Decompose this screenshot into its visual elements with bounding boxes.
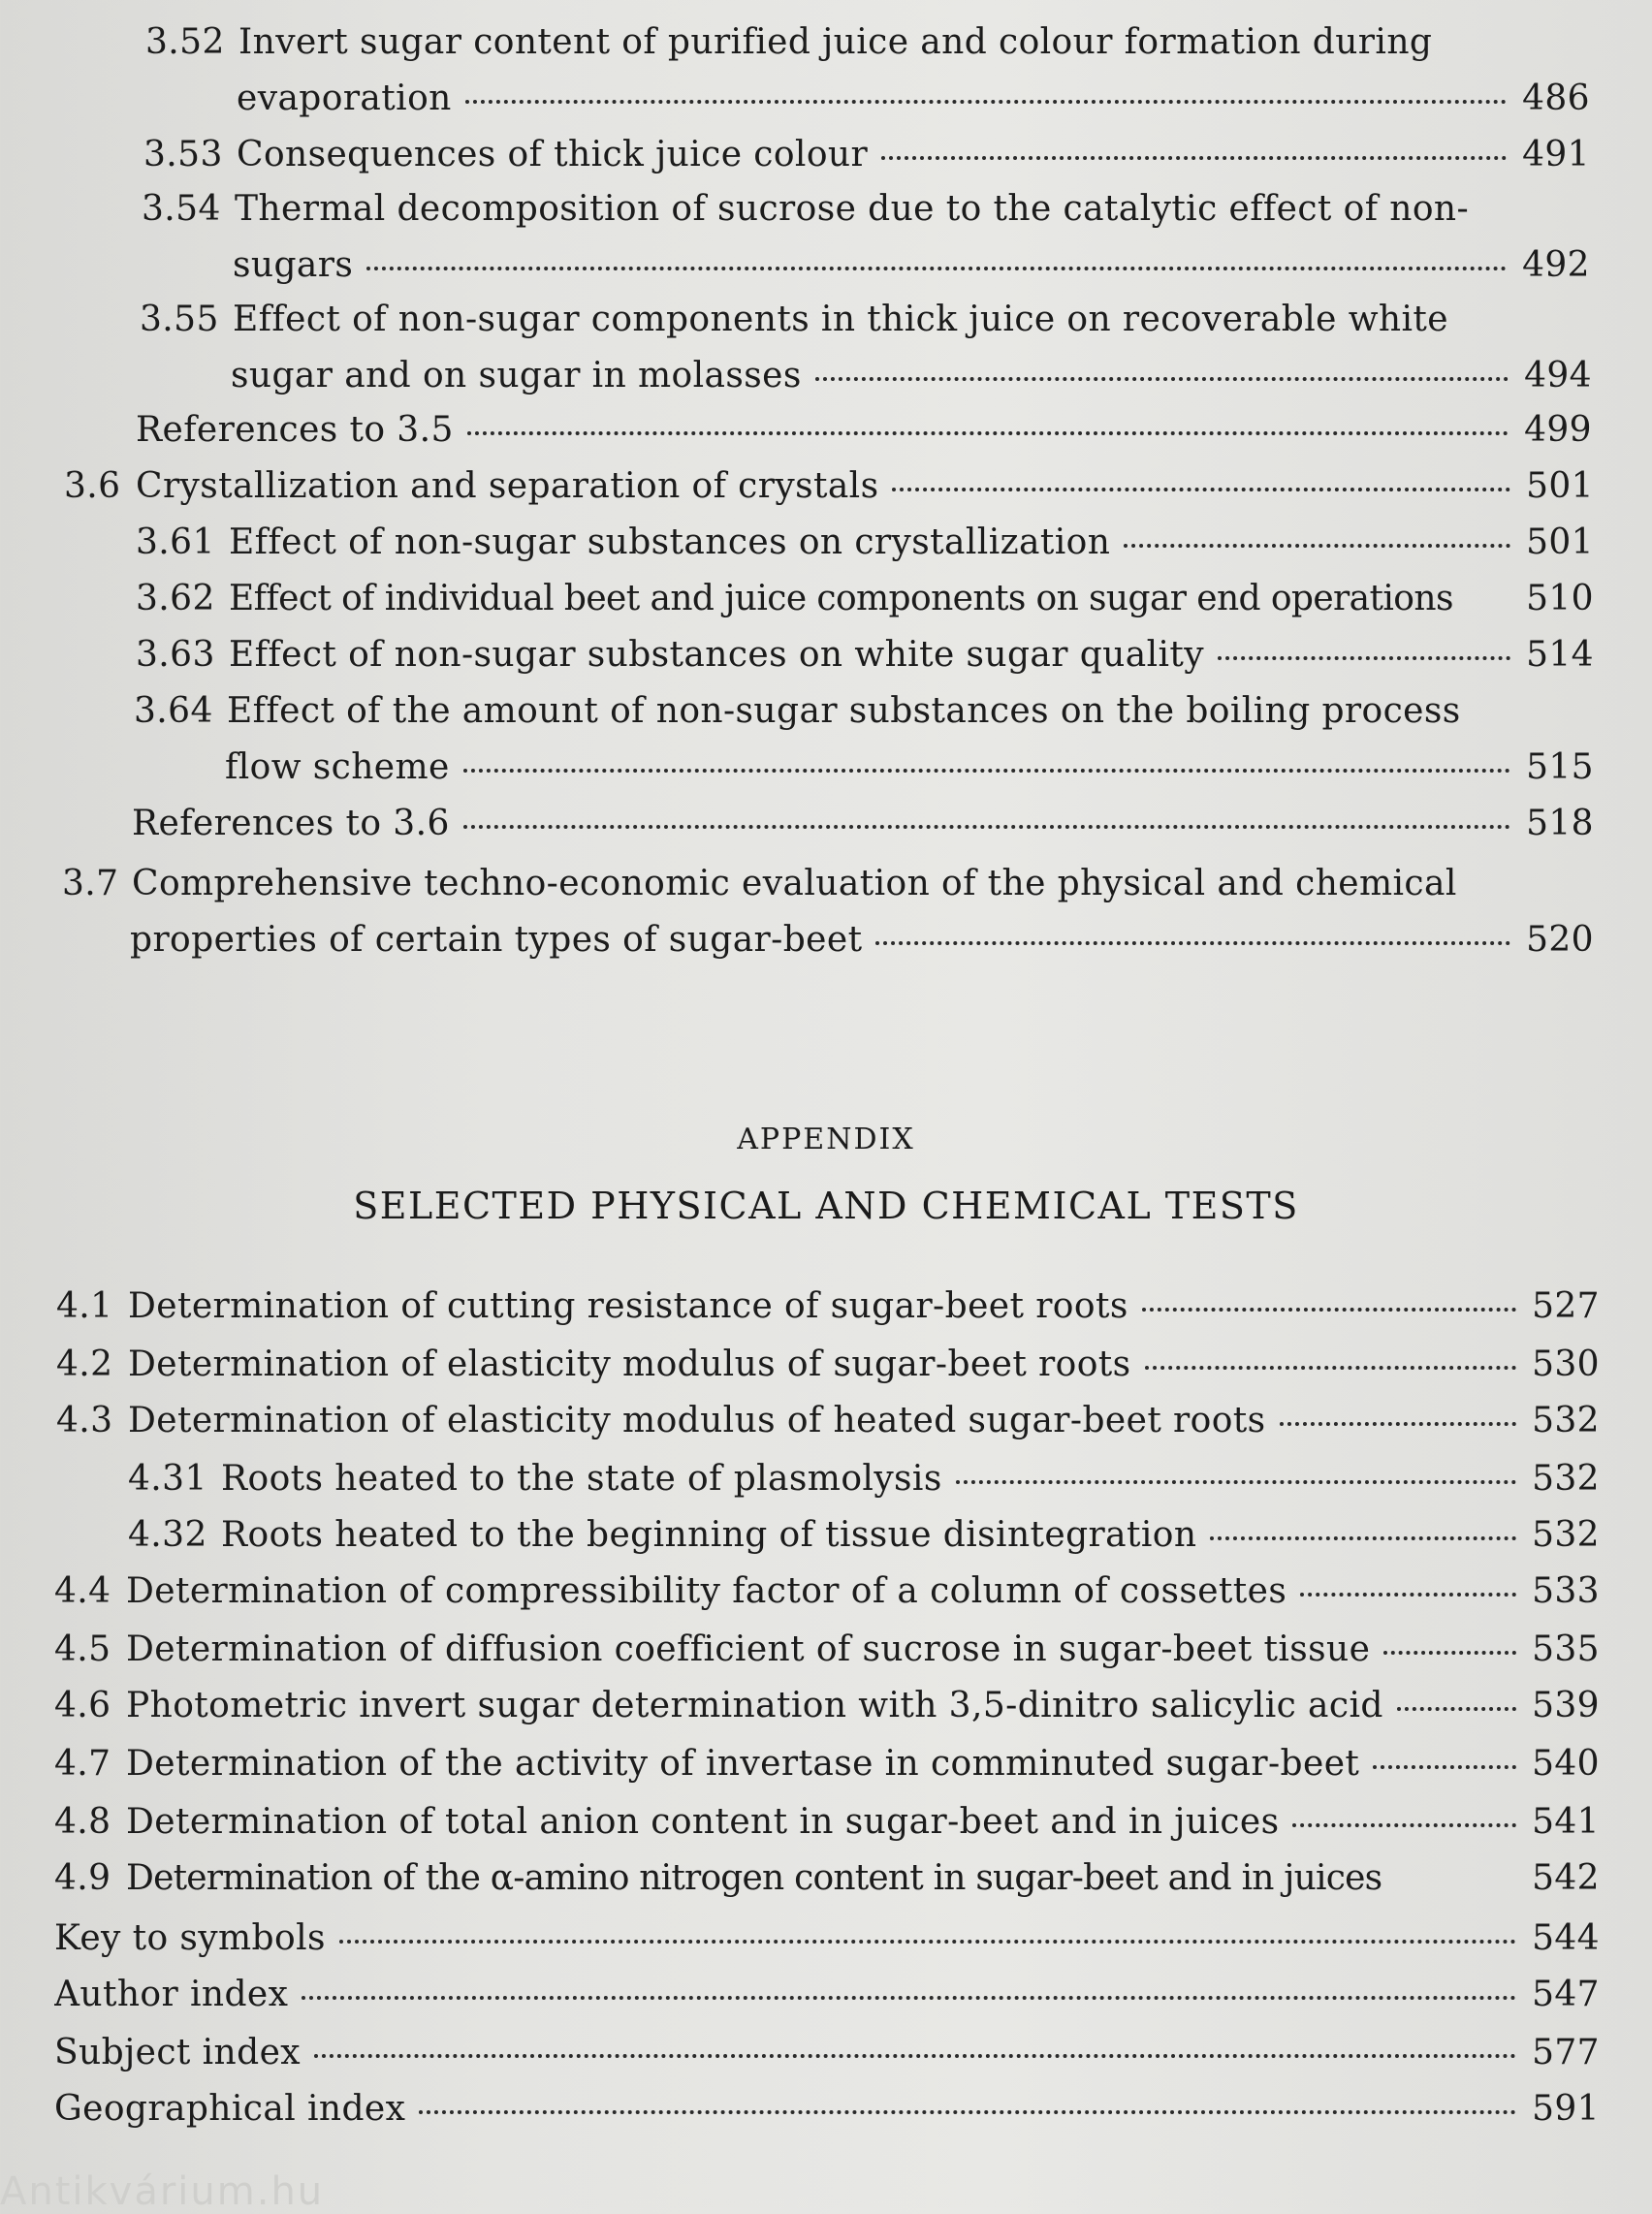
entry-number: 4.9 xyxy=(54,1858,111,1898)
entry-page: 535 xyxy=(1532,1629,1600,1669)
dot-leader xyxy=(875,941,1510,945)
entry-title: Determination of elasticity modulus of heated sugar-beet roots xyxy=(128,1401,1266,1440)
dot-leader xyxy=(1210,1536,1516,1540)
toc-entry xyxy=(56,1342,1600,1388)
entry-page: 501 xyxy=(1526,522,1594,562)
dot-leader xyxy=(366,267,1507,270)
dot-leader xyxy=(1142,1308,1516,1312)
entry-title: Key to symbols xyxy=(54,1918,326,1958)
toc-entry xyxy=(54,1915,1600,1962)
entry-number: 4.1 xyxy=(56,1286,113,1326)
dot-leader xyxy=(1292,1823,1516,1827)
dot-leader xyxy=(892,488,1510,491)
dot-leader xyxy=(1218,656,1510,660)
entry-page: 515 xyxy=(1526,747,1594,787)
dot-leader xyxy=(1124,544,1510,548)
toc-entry xyxy=(136,576,1594,622)
entry-number: 4.8 xyxy=(54,1802,111,1842)
entry-number: 4.3 xyxy=(56,1401,113,1440)
entry-title: Consequences of thick juice colour xyxy=(237,135,869,174)
entry-page: 494 xyxy=(1524,356,1592,395)
entry-number: 3.55 xyxy=(140,300,219,339)
entry-title: References to 3.5 xyxy=(136,410,454,450)
dot-leader xyxy=(956,1480,1516,1484)
entry-title-continuation: sugars xyxy=(233,245,354,285)
dot-leader xyxy=(465,100,1507,104)
entry-title-continuation: sugar and on sugar in molasses xyxy=(231,356,802,395)
dot-leader xyxy=(1373,1765,1516,1769)
entry-number: 3.61 xyxy=(136,522,215,562)
entry-page: 591 xyxy=(1532,2089,1600,2129)
toc-entry xyxy=(142,186,1512,233)
entry-title: Author index xyxy=(54,1975,289,2014)
toc-entry xyxy=(140,297,1516,343)
toc-entry xyxy=(54,1683,1600,1729)
entry-title: Crystallization and separation of crystals xyxy=(136,466,879,506)
entry-number: 3.52 xyxy=(145,22,225,62)
entry-title-continuation: flow scheme xyxy=(225,747,450,787)
appendix-label: APPENDIX xyxy=(737,1123,915,1156)
entry-title: Thermal decomposition of sucrose due to the catalytic effect of non- xyxy=(235,189,1470,229)
entry-title: Determination of the activity of invertase in comminuted sugar-beet xyxy=(126,1744,1360,1784)
entry-page: 540 xyxy=(1532,1744,1600,1784)
dot-leader xyxy=(1383,1651,1516,1655)
dot-leader xyxy=(302,1996,1516,2000)
entry-page: 533 xyxy=(1532,1571,1600,1611)
entry-page: 539 xyxy=(1532,1686,1600,1725)
entry-page: 510 xyxy=(1526,579,1594,618)
entry-title: Effect of non-sugar substances on crystallization xyxy=(229,522,1111,562)
dot-leader xyxy=(467,431,1509,435)
toc-entry-continuation xyxy=(130,917,1594,964)
dot-leader xyxy=(463,769,1510,773)
entry-page: 514 xyxy=(1526,635,1594,675)
toc-entry xyxy=(54,1627,1600,1673)
entry-page: 491 xyxy=(1522,135,1590,174)
dot-leader xyxy=(1300,1593,1516,1597)
toc-entry xyxy=(56,1283,1600,1330)
entry-number: 3.54 xyxy=(142,189,221,229)
toc-entry xyxy=(136,520,1594,566)
toc-entry xyxy=(54,2086,1600,2133)
dot-leader xyxy=(1397,1707,1516,1711)
dot-leader xyxy=(463,825,1510,829)
entry-number: 4.7 xyxy=(54,1744,111,1784)
entry-title: Determination of elasticity modulus of sugar-beet roots xyxy=(128,1344,1131,1384)
entry-page: 518 xyxy=(1526,804,1594,843)
dot-leader xyxy=(419,2110,1516,2114)
toc-entry xyxy=(56,1398,1600,1444)
entry-title-continuation: evaporation xyxy=(237,79,452,118)
entry-title: Effect of non-sugar substances on white sugar quality xyxy=(229,635,1205,675)
entry-title: Determination of total anion content in sugar-beet and in juices xyxy=(126,1802,1280,1842)
entry-page: 492 xyxy=(1522,245,1590,285)
appendix-title: SELECTED PHYSICAL AND CHEMICAL TESTS xyxy=(353,1185,1299,1227)
toc-entry xyxy=(54,1568,1600,1615)
entry-number: 4.5 xyxy=(54,1629,111,1669)
toc-entry-continuation xyxy=(225,744,1594,791)
entry-title: Photometric invert sugar determination with 3,5-dinitro salicylic acid xyxy=(126,1686,1383,1725)
entry-number: 4.4 xyxy=(54,1571,111,1611)
toc-entry xyxy=(128,1456,1600,1502)
toc-entry-continuation xyxy=(237,76,1590,122)
entry-number: 4.32 xyxy=(128,1515,207,1555)
entry-number: 3.6 xyxy=(64,466,121,506)
dot-leader xyxy=(881,156,1507,160)
entry-title-continuation: properties of certain types of sugar-beet xyxy=(130,920,863,960)
entry-page: 501 xyxy=(1526,466,1594,506)
entry-page: 542 xyxy=(1532,1858,1600,1898)
entry-title: Determination of the α-amino nitrogen content in sugar-beet and in juices xyxy=(126,1858,1382,1898)
toc-entry xyxy=(136,407,1592,454)
entry-number: 3.63 xyxy=(136,635,215,675)
entry-title: Roots heated to the state of plasmolysis xyxy=(221,1459,942,1499)
toc-entry xyxy=(62,861,1516,907)
toc-entry xyxy=(64,463,1594,510)
entry-title: Geographical index xyxy=(54,2089,406,2129)
toc-entry xyxy=(132,801,1594,847)
entry-number: 3.53 xyxy=(143,135,223,174)
entry-title: Determination of diffusion coefficient of sucrose in sugar-beet tissue xyxy=(126,1629,1371,1669)
entry-title: Effect of the amount of non-sugar substances on the boiling process xyxy=(227,691,1461,731)
toc-entry xyxy=(136,632,1594,679)
entry-page: 577 xyxy=(1532,2033,1600,2072)
toc-entry xyxy=(54,2030,1600,2076)
entry-title: Roots heated to the beginning of tissue disintegration xyxy=(221,1515,1197,1555)
entry-title: Subject index xyxy=(54,2033,301,2072)
dot-leader xyxy=(815,377,1509,381)
entry-number: 3.62 xyxy=(136,579,215,618)
entry-page: 486 xyxy=(1522,79,1590,118)
entry-number: 4.6 xyxy=(54,1686,111,1725)
entry-page: 544 xyxy=(1532,1918,1600,1958)
toc-entry-continuation xyxy=(233,242,1590,289)
toc-entry xyxy=(128,1512,1600,1559)
entry-page: 547 xyxy=(1532,1975,1600,2014)
dot-leader xyxy=(1280,1422,1516,1426)
entry-page: 532 xyxy=(1532,1401,1600,1440)
entry-page: 527 xyxy=(1532,1286,1600,1326)
entry-title: Comprehensive techno-economic evaluation of the physical and chemical xyxy=(132,864,1457,903)
toc-entry xyxy=(145,19,1512,66)
entry-title: Invert sugar content of purified juice and colour formation during xyxy=(238,22,1433,62)
entry-number: 4.2 xyxy=(56,1344,113,1384)
entry-page: 532 xyxy=(1532,1515,1600,1555)
watermark: Antikvárium.hu xyxy=(0,2169,325,2214)
dot-leader xyxy=(314,2054,1516,2058)
toc-entry xyxy=(54,1855,1600,1902)
toc-entry-continuation xyxy=(231,353,1592,399)
toc-entry xyxy=(134,688,1516,735)
entry-number: 4.31 xyxy=(128,1459,207,1499)
entry-number: 3.7 xyxy=(62,864,119,903)
entry-title: Determination of compressibility factor of a column of cossettes xyxy=(126,1571,1287,1611)
entry-page: 541 xyxy=(1532,1802,1600,1842)
dot-leader xyxy=(339,1940,1516,1944)
toc-entry xyxy=(143,132,1590,178)
entry-title: Effect of individual beet and juice components on sugar end operations xyxy=(229,579,1453,618)
entry-page: 532 xyxy=(1532,1459,1600,1499)
toc-entry xyxy=(54,1972,1600,2018)
entry-title: Determination of cutting resistance of sugar-beet roots xyxy=(128,1286,1128,1326)
entry-page: 499 xyxy=(1524,410,1592,450)
entry-title: References to 3.6 xyxy=(132,804,450,843)
toc-entry xyxy=(54,1741,1600,1787)
entry-page: 520 xyxy=(1526,920,1594,960)
entry-title: Effect of non-sugar components in thick juice on recoverable white xyxy=(233,300,1448,339)
dot-leader xyxy=(1145,1366,1516,1370)
toc-entry xyxy=(54,1799,1600,1846)
entry-number: 3.64 xyxy=(134,691,213,731)
entry-page: 530 xyxy=(1532,1344,1600,1384)
